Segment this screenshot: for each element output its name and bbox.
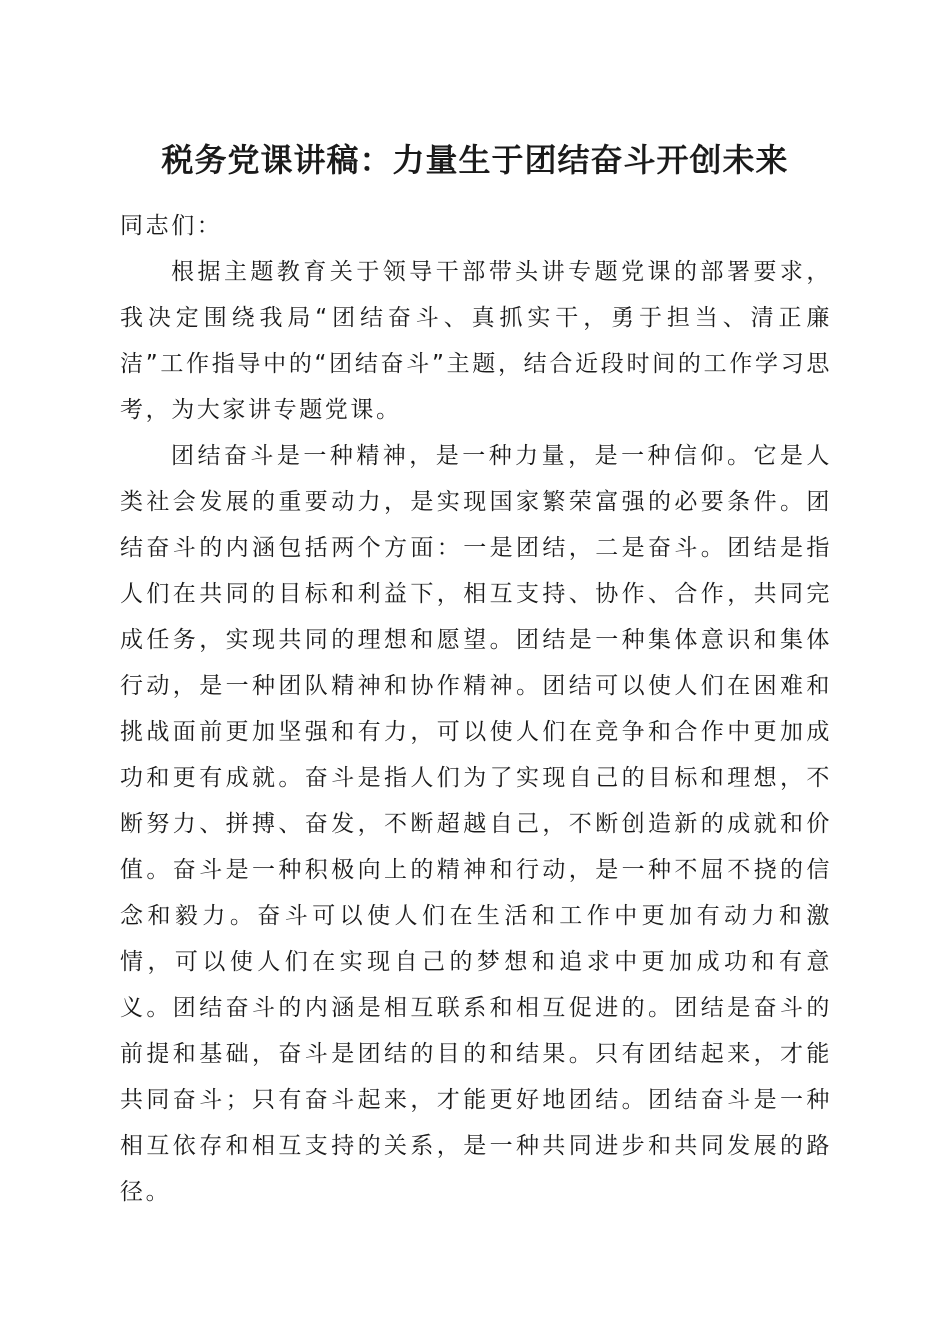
paragraph-2: 团结奋斗是一种精神，是一种力量，是一种信仰。它是人类社会发展的重要动力，是实现国家繁荣富强的必要条件。团结奋斗的内涵包括两个方面：一是团结，二是奋斗。团结是指人们在共同的目标和利益下，相互支持、协作、合作，共同完成任务，实现共同的理想和愿望。团结是一种集体意识和集体行动，是一种团队精神和协作精神。团结可以使人们在困难和挑战面前更加坚强和有力，可以使人们在竞争和合作中更加成功和更有成就。奋斗是指人们为了实现自己的目标和理想，不断努力、拼搏、奋发，不断超越自己，不断创造新的成就和价值。奋斗是一种积极向上的精神和行动，是一种不屈不挠的信念和毅力。奋斗可以使人们在生活和工作中更加有动力和激情，可以使人们在实现自己的梦想和追求中更加成功和有意义。团结奋斗的内涵是相互联系和相互促进的。团结是奋斗的前提和基础，奋斗是团结的目的和结果。只有团结起来，才能共同奋斗；只有奋斗起来，才能更好地团结。团结奋斗是一种相互依存和相互支持的关系，是一种共同进步和共同发展的路径。 <box>120 443 832 1205</box>
document-title: 税务党课讲稿：力量生于团结奋斗开创未来 <box>161 141 789 179</box>
salutation: 同志们： <box>120 213 223 239</box>
document-body <box>120 203 832 1215</box>
paragraph-1: 根据主题教育关于领导干部带头讲专题党课的部署要求，我决定围绕我局“团结奋斗、真抓实干，勇于担当、清正廉洁”工作指导中的“团结奋斗”主题，结合近段时间的工作学习思考，为大家讲专题党课。 <box>120 259 832 423</box>
